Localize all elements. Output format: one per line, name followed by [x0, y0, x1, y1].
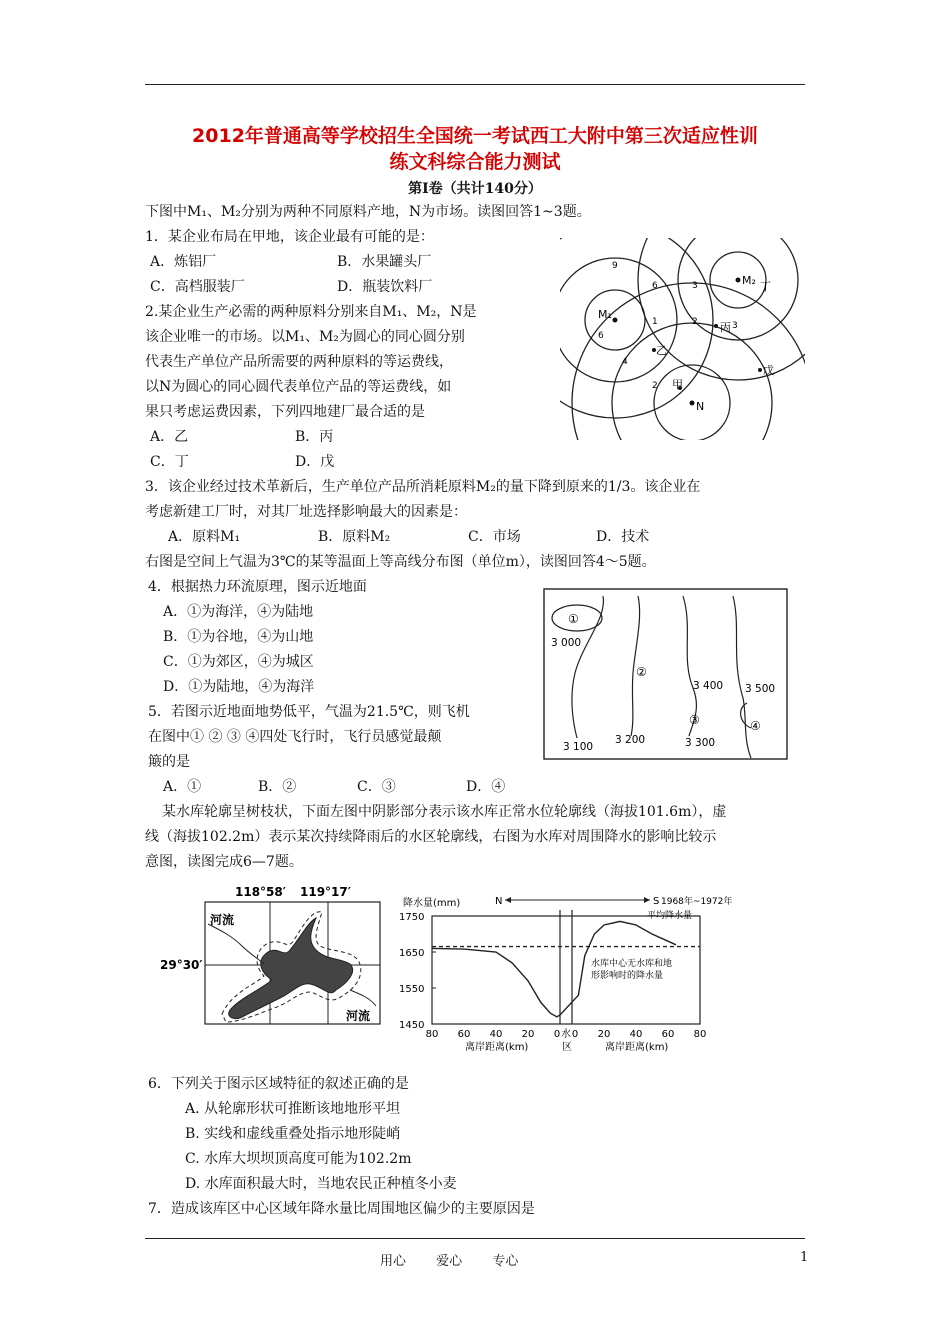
precipitation-chart — [395, 880, 733, 1060]
q5-line-1: 5．若图示近地面地势低平，气温为21.5℃，则飞机 — [148, 704, 470, 720]
circle-label-3: ③ — [689, 713, 700, 727]
bing-point — [714, 324, 718, 328]
q4-option-d: D．①为陆地，④为海洋 — [163, 679, 315, 695]
q6-option-d: D. 水库面积最大时，当地农民正种植冬小麦 — [185, 1176, 457, 1192]
top-rule — [145, 84, 805, 85]
latitude-label: 29°30′ — [160, 958, 203, 972]
page-title-line2: 练文科综合能力测试 — [389, 151, 561, 173]
x-tick-label: 20 — [597, 1029, 611, 1040]
label-4: 4 — [622, 357, 628, 367]
wu-point — [758, 368, 762, 372]
q1-option-b: B．水果罐头厂 — [337, 254, 432, 270]
footer-word-2: 爱心 — [436, 1254, 463, 1269]
q2-line-5: 果只考虑运费因素，下列四地建厂最合适的是 — [145, 404, 425, 420]
intro-1: 下图中M₁、M₂分别为两种不同原料产地，N为市场。读图回答1~3题。 — [145, 204, 591, 220]
label-3b: 3 — [732, 321, 738, 331]
q5-option-c: C．③ — [357, 779, 396, 795]
footer-word-1: 用心 — [380, 1254, 407, 1269]
x-tick-label: 水 — [561, 1029, 571, 1040]
y-tick-label: 1550 — [399, 984, 425, 995]
bottom-rule — [145, 1238, 805, 1239]
n-point — [690, 401, 695, 406]
x-tick-label: 60 — [457, 1029, 471, 1040]
q3-option-b: B．原料M₂ — [318, 529, 391, 545]
q3-option-d: D．技术 — [596, 529, 650, 545]
x-tick-label: 40 — [489, 1029, 503, 1040]
q6-option-c: C. 水库大坝坝顶高度可能为102.2m — [185, 1151, 412, 1167]
label-1: 1 — [652, 317, 658, 327]
q7-stem: 7．造成该库区中心区域年降水量比周围地区偏少的主要原因是 — [148, 1201, 535, 1217]
q2-option-c: C．丁 — [150, 454, 189, 470]
q6-option-b: B. 实线和虚线重叠处指示地形陡峭 — [185, 1126, 401, 1142]
direction-s: S — [653, 896, 660, 907]
q2-line-2: 该企业唯一的市场。以M₁、M₂为圆心的同心圆分别 — [145, 329, 465, 345]
circle-label-1: ① — [568, 612, 579, 626]
label-2b: 2 — [652, 381, 658, 391]
label-m1: M₁ — [598, 308, 612, 321]
m1-point — [613, 318, 618, 323]
q2-line-4: 以N为圆心的同心圆代表单位产品的等运费线，如 — [145, 379, 452, 395]
legend-avg: 平均降水量 — [647, 911, 693, 921]
contour-3100: 3 100 — [563, 741, 594, 753]
q2-line-3: 代表生产单位产品所需要的两种原料的等运费线， — [145, 354, 453, 370]
q1-option-c: C．高档服装厂 — [150, 279, 245, 295]
longitude-label-2: 119°17′ — [300, 885, 351, 899]
x-tick-label: 20 — [521, 1029, 535, 1040]
contour-3500: 3 500 — [745, 683, 776, 695]
q6-option-a: A. 从轮廓形状可推断该地地形平坦 — [185, 1101, 401, 1117]
y-tick-label: 1450 — [399, 1020, 425, 1031]
label-6b: 6 — [598, 331, 604, 341]
label-ding: 丁 — [760, 280, 771, 293]
reservoir-outline-map — [160, 880, 385, 1030]
q6-stem: 6．下列关于图示区域特征的叙述正确的是 — [148, 1076, 409, 1092]
section-heading: 第Ⅰ卷（共计140分） — [408, 181, 542, 197]
label-n: N — [696, 400, 705, 413]
contour-3000: 3 000 — [551, 637, 582, 649]
x-tick-label: 0 — [553, 1029, 561, 1040]
q5-option-a: A．① — [163, 779, 202, 795]
transport-cost-circles-figure — [560, 238, 805, 440]
river-label-1: 河流 — [210, 913, 235, 927]
q5-line-2: 在图中① ② ③ ④四处飞行时，飞行员感觉最颠 — [148, 729, 442, 745]
footer-motto — [380, 1250, 544, 1269]
q1-stem: 1．某企业布局在甲地，该企业最有可能的是： — [145, 229, 434, 245]
legend-years: 1968年~1972年 — [661, 897, 733, 907]
q2-line-1: 2.某企业生产必需的两种原料分别来自M₁、M₂，N是 — [145, 304, 477, 320]
contour-3300: 3 300 — [685, 737, 716, 749]
q4-stem: 4．根据热力环流原理，图示近地面 — [148, 579, 367, 595]
x-axis-label-right: 离岸距离(km) — [605, 1042, 669, 1053]
label-9: 9 — [612, 261, 618, 271]
q1-option-a: A．炼铝厂 — [150, 254, 217, 270]
x-axis-label-center: 区 — [562, 1042, 572, 1053]
label-6a: 6 — [652, 281, 658, 291]
x-tick-label: 80 — [693, 1029, 707, 1040]
intro-3-line-1: 某水库轮廓呈树枝状，下面左图中阴影部分表示该水库正常水位轮廓线（海拔101.6m），虚 — [162, 804, 727, 820]
q5-option-d: D．④ — [466, 779, 506, 795]
intro-3-line-2: 线（海拔102.2m）表示某次持续降雨后的水区轮廓线，右图为水库对周围降水的影响比较示 — [145, 829, 717, 845]
contour-3400: 3 400 — [693, 680, 724, 692]
x-tick-label: 40 — [629, 1029, 643, 1040]
y-axis-label: 降水量(mm) — [403, 898, 461, 909]
page-number: 1 — [800, 1250, 809, 1265]
contour-3200: 3 200 — [615, 734, 646, 746]
q2-option-d: D．戊 — [295, 454, 335, 470]
label-bing: 丙 — [720, 321, 731, 334]
q4-option-b: B．①为谷地，④为山地 — [163, 629, 314, 645]
intro-2: 右图是空间上气温为3℃的某等温面上等高线分布图（单位m），读图回答4～5题。 — [145, 554, 656, 570]
q3-line-1: 3．该企业经过技术革新后，生产单位产品所消耗原料M₂的量下降到原来的1/3。该企业在 — [145, 479, 701, 495]
intro-3-line-3: 意图，读图完成6—7题。 — [145, 854, 303, 870]
q2-option-b: B．丙 — [295, 429, 334, 445]
x-axis-label-left: 离岸距离(km) — [465, 1042, 529, 1053]
circle-label-4: ④ — [750, 719, 761, 733]
x-tick-label: 80 — [425, 1029, 439, 1040]
y-tick-label: 1750 — [399, 912, 425, 923]
m2-point — [736, 278, 741, 283]
label-jia: 甲 — [672, 378, 683, 391]
q5-line-3: 簸的是 — [148, 754, 190, 770]
label-wu: 戊 — [763, 364, 774, 377]
label-yi: 乙 — [656, 344, 667, 357]
label-m2: M₂ — [742, 274, 756, 287]
q4-option-c: C．①为郊区，④为城区 — [163, 654, 314, 670]
q3-option-a: A．原料M₁ — [168, 529, 241, 545]
x-tick-label: 0 — [571, 1029, 579, 1040]
legend-baseline-2: 形影响时的降水量 — [591, 971, 664, 981]
page-title-line1: 2012年普通高等学校招生全国统一考试西工大附中第三次适应性训 — [192, 125, 758, 147]
footer-word-3: 专心 — [492, 1254, 519, 1269]
isotherm-surface-contour-figure — [543, 588, 788, 760]
longitude-label-1: 118°58′ — [235, 885, 286, 899]
x-tick-label: 60 — [661, 1029, 675, 1040]
y-tick-label: 1650 — [399, 948, 425, 959]
direction-n: N — [495, 896, 503, 907]
q5-option-b: B．② — [258, 779, 297, 795]
river-label-2: 河流 — [346, 1009, 371, 1023]
q1-option-d: D．瓶装饮料厂 — [337, 279, 433, 295]
q3-line-2: 考虑新建工厂时，对其厂址选择影响最大的因素是： — [145, 504, 467, 520]
circle-label-2: ② — [636, 665, 647, 679]
label-2a: 2 — [692, 317, 698, 327]
q4-option-a: A．①为海洋，④为陆地 — [163, 604, 314, 620]
label-3a: 3 — [692, 281, 698, 291]
series-average-precipitation — [432, 921, 676, 1016]
legend-baseline-1: 水库中心无水库和地 — [591, 959, 673, 969]
q2-option-a: A．乙 — [150, 429, 189, 445]
q3-option-c: C．市场 — [468, 529, 521, 545]
